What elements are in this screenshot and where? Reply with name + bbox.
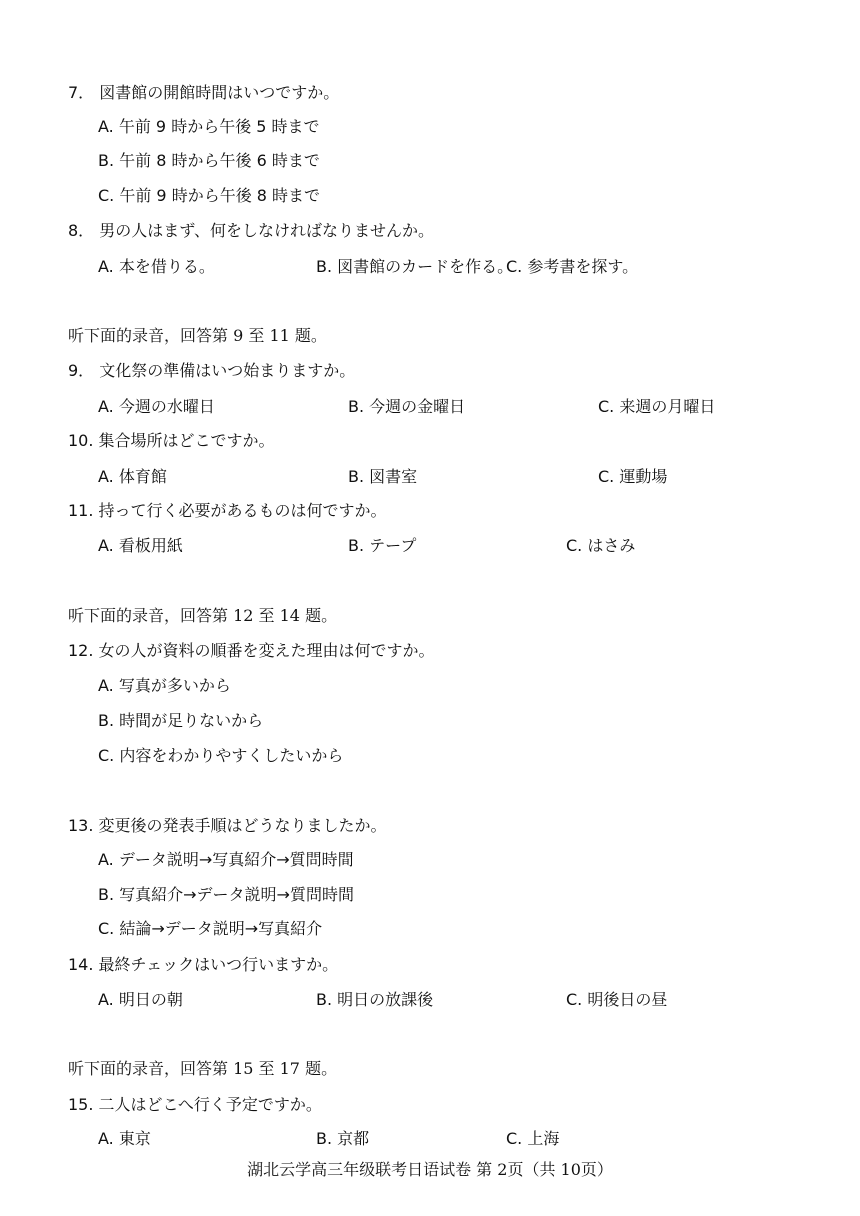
question-text: 変更後の発表手順はどうなりましたか。 (98, 816, 387, 835)
option-c: C. 来週の月曜日 (598, 397, 716, 416)
question-number: 8． (68, 221, 95, 240)
option-b: B. 図書室 (348, 467, 418, 486)
section-heading: 听下面的录音，回答第 9 至 11 题。 (68, 326, 327, 345)
option-a: A. 体育館 (98, 467, 167, 486)
question-11 (68, 501, 387, 521)
section-heading: 听下面的录音，回答第 12 至 14 题。 (68, 606, 338, 625)
option-c: C. はさみ (566, 536, 636, 555)
question-text: 女の人が資料の順番を変えた理由は何ですか。 (98, 641, 435, 660)
question-15 (68, 1095, 322, 1115)
option-a: A. 看板用紙 (98, 536, 183, 555)
question-8 (68, 221, 434, 241)
option-a: A. データ説明→写真紹介→質問時間 (98, 850, 354, 869)
question-number: 10. (68, 431, 94, 450)
option-a: A. 午前 9 時から午後 5 時まで (98, 117, 320, 136)
option-a: A. 東京 (98, 1129, 151, 1148)
option-a: A. 本を借りる。 (98, 257, 215, 276)
question-number: 14. (68, 955, 94, 974)
option-c: C. 明後日の昼 (566, 990, 668, 1009)
question-14 (68, 955, 338, 975)
option-b: B. 時間が足りないから (98, 711, 264, 730)
option-c: C. 上海 (506, 1129, 560, 1148)
question-number: 11. (68, 501, 94, 520)
question-text: 文化祭の準備はいつ始まりますか。 (99, 361, 356, 380)
option-a: A. 明日の朝 (98, 990, 183, 1009)
option-a: A. 今週の水曜日 (98, 397, 215, 416)
question-text: 男の人はまず、何をしなければなりませんか。 (99, 221, 435, 240)
option-c: C. 参考書を探す。 (506, 257, 639, 276)
section-heading: 听下面的录音，回答第 15 至 17 题。 (68, 1059, 338, 1078)
option-b: B. 明日の放課後 (316, 990, 434, 1009)
option-b: B. テープ (348, 536, 417, 555)
option-b: B. 午前 8 時から午後 6 時まで (98, 151, 320, 170)
page-footer: 湖北云学高三年级联考日语试卷 第 2页（共 10页） (247, 1160, 613, 1179)
question-number: 15. (68, 1095, 94, 1114)
question-13 (68, 816, 387, 836)
option-b: B. 京都 (316, 1129, 370, 1148)
question-text: 図書館の開館時間はいつですか。 (99, 83, 340, 102)
question-text: 持って行く必要があるものは何ですか。 (98, 501, 387, 520)
question-text: 最終チェックはいつ行いますか。 (98, 955, 339, 974)
option-b: B. 図書館のカードを作る。 (316, 257, 514, 276)
question-number: 9． (68, 361, 95, 380)
question-7 (68, 83, 339, 103)
question-number: 12. (68, 641, 94, 660)
question-12 (68, 641, 435, 661)
question-9 (68, 361, 355, 381)
option-c: C. 内容をわかりやすくしたいから (98, 746, 344, 765)
option-c: C. 午前 9 時から午後 8 時まで (98, 186, 321, 205)
option-c: C. 結論→データ説明→写真紹介 (98, 919, 323, 938)
option-b: B. 今週の金曜日 (348, 397, 466, 416)
question-number: 13. (68, 816, 94, 835)
option-a: A. 写真が多いから (98, 676, 231, 695)
question-text: 集合場所はどこですか。 (98, 431, 275, 450)
option-b: B. 写真紹介→データ説明→質問時間 (98, 885, 354, 904)
question-number: 7． (68, 83, 95, 102)
question-10 (68, 431, 275, 451)
option-c: C. 運動場 (598, 467, 668, 486)
question-text: 二人はどこへ行く予定ですか。 (98, 1095, 322, 1114)
